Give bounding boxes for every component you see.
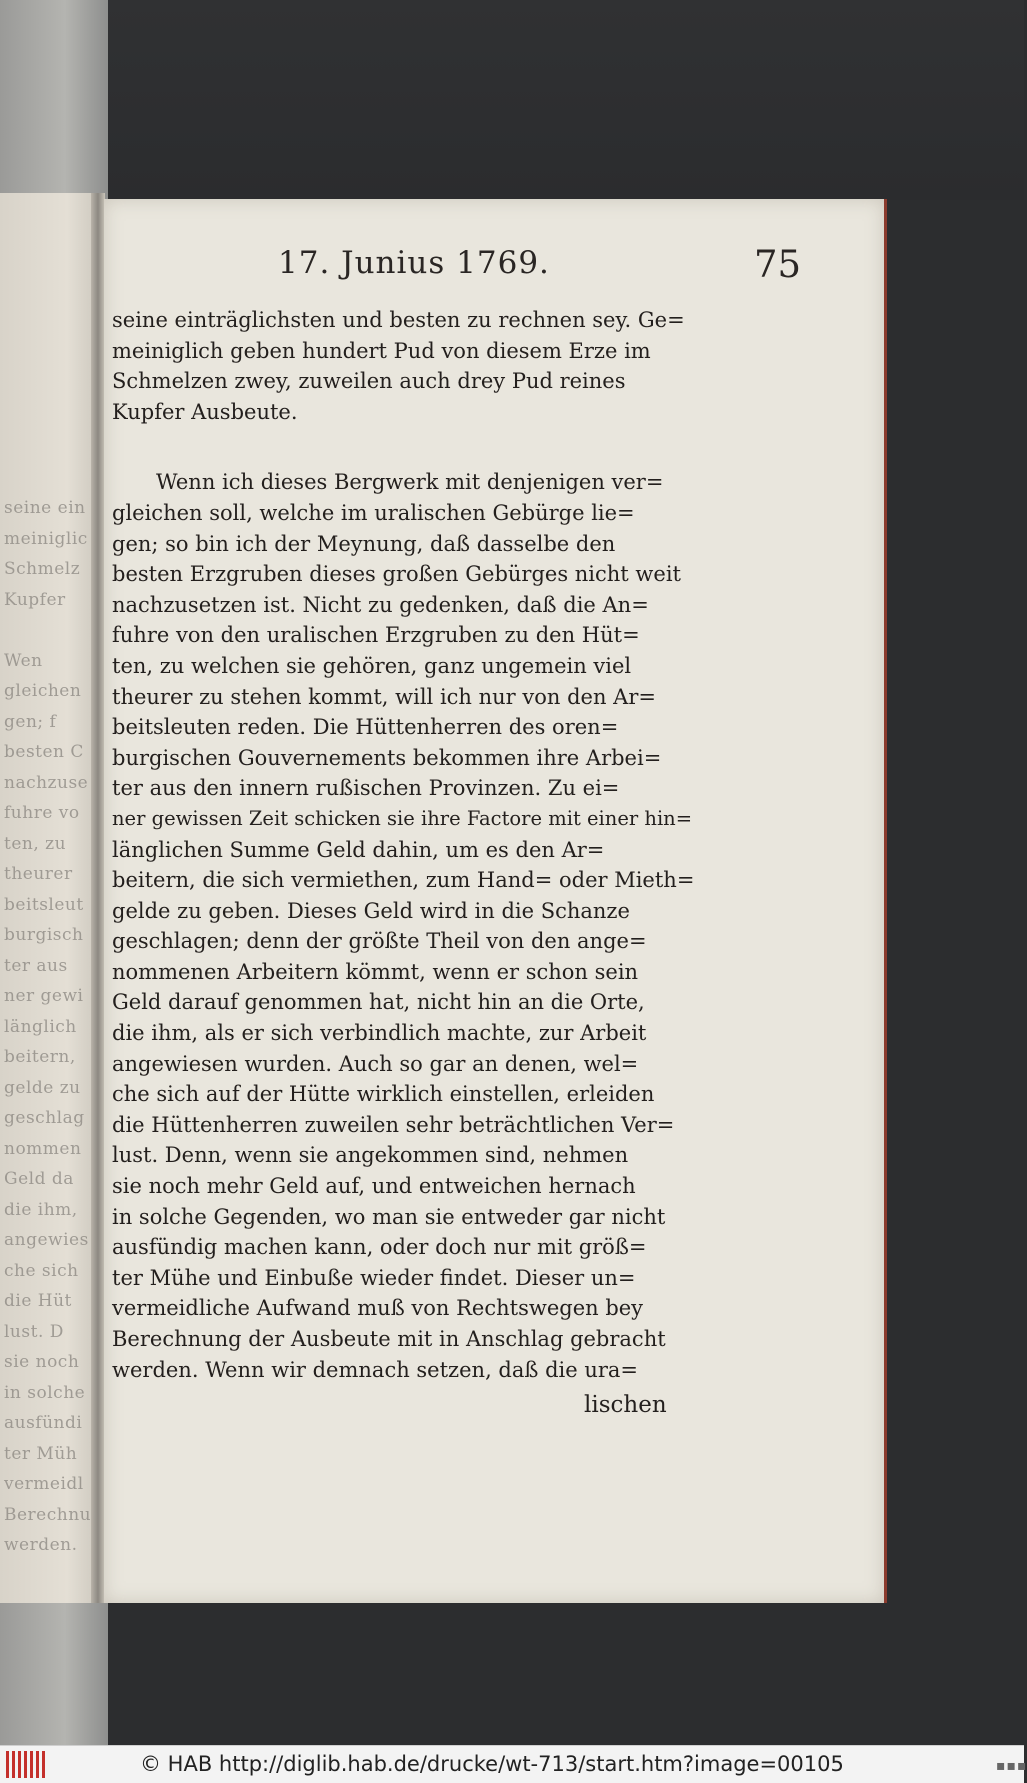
text-line: meiniglich geben hundert Pud von diesem Erze im — [112, 338, 651, 363]
text-line: Wenn ich dieses Bergwerk mit denjenigen ver= — [156, 470, 664, 495]
text-line: nachzusetzen ist. Nicht zu gedenken, daß die An= — [112, 592, 649, 617]
text-line: fuhre von den uralischen Erzgruben zu den Hüt= — [112, 623, 640, 648]
text-line: Berechnung der Ausbeute mit in Anschlag gebracht — [112, 1327, 666, 1351]
body-text — [112, 305, 695, 1385]
hab-logo-icon — [6, 1751, 46, 1778]
text-line: angewiesen wurden. Auch so gar an denen, wel= — [112, 1051, 639, 1076]
text-line: che sich auf der Hütte wirklich einstellen, erleiden — [112, 1082, 655, 1107]
paragraph-gap — [112, 427, 692, 467]
page-number: 75 — [754, 243, 802, 286]
text-line: die ihm, als er sich verbindlich machte, zur Arbeit — [112, 1021, 647, 1046]
scanner-backdrop — [0, 0, 1024, 200]
text-line: beitsleuten reden. Die Hüttenherren des oren= — [112, 715, 619, 740]
text-line: Schmelzen zwey, zuweilen auch drey Pud reines — [112, 369, 626, 394]
page-red-edge — [884, 199, 887, 1603]
text-line: ten, zu welchen sie gehören, ganz ungemein viel — [112, 653, 632, 678]
paragraph-1 — [112, 305, 692, 427]
text-line: burgischen Gouvernements bekommen ihre Arbei= — [112, 745, 662, 770]
running-head-date: 17. Junius 1769. — [278, 245, 550, 281]
text-line: ausfündig machen kann, oder doch nur mit größ= — [112, 1235, 647, 1260]
text-line: in solche Gegenden, wo man sie entweder gar nicht — [112, 1204, 666, 1229]
text-line: Kupfer Ausbeute. — [112, 399, 298, 424]
text-line: ner gewissen Zeit schicken sie ihre Factore mit einer hin= — [112, 806, 693, 830]
text-line: gleichen soll, welche im uralischen Gebürge lie= — [112, 500, 635, 525]
text-line: besten Erzgruben dieses großen Gebürges nicht weit — [112, 562, 681, 587]
text-line: beitern, die sich vermiethen, zum Hand= oder Mieth= — [112, 868, 695, 893]
text-line: theurer zu stehen kommt, will ich nur von den Ar= — [112, 684, 656, 709]
footer-bar — [0, 1745, 1027, 1783]
more-menu-icon[interactable]: ▪▪▪ — [996, 1758, 1027, 1774]
text-line: geschlagen; denn der größte Theil von den ange= — [112, 929, 647, 954]
text-line: vermeidliche Aufwand muß von Rechtswegen bey — [112, 1296, 644, 1321]
text-line: seine einträglichsten und besten zu rechnen sey. Ge= — [112, 308, 685, 332]
text-line: ter Mühe und Einbuße wieder findet. Dieser un= — [112, 1265, 636, 1290]
text-line: gelde zu geben. Dieses Geld wird in die Schanze — [112, 898, 630, 923]
text-line: ter aus den innern rußischen Provinzen. Zu ei= — [112, 776, 620, 801]
text-line: lust. Denn, wenn sie angekommen sind, nehmen — [112, 1143, 629, 1168]
footer-attribution[interactable]: © HAB http://diglib.hab.de/drucke/wt-713/start.htm?image=00105 — [140, 1752, 844, 1776]
book-gutter — [91, 193, 105, 1603]
text-line: sie noch mehr Geld auf, und entweichen hernach — [112, 1174, 636, 1199]
catchword: lischen — [584, 1392, 667, 1418]
text-line: die Hüttenherren zuweilen sehr beträchtlichen Ver= — [112, 1112, 675, 1137]
previous-page-edge — [0, 193, 96, 1603]
text-line: Geld darauf genommen hat, nicht hin an die Orte, — [112, 990, 645, 1015]
text-line: gen; so bin ich der Meynung, daß dasselbe den — [112, 531, 616, 556]
previous-page-fragments: seine ein meiniglic Schmelz Kupfer Wen gleichen gen; f besten C nachzuse fuhre vo ten, zu theurer beitsleut burgisch ter aus ner gewi länglich beitern, gelde zu geschlag nommen Geld da die ihm, angewies che sich die Hüt lust. D sie noch in solche ausfündi ter Müh vermeidl Berechnu werden. — [4, 498, 92, 1555]
text-line: werden. Wenn wir demnach setzen, daß die ura= — [112, 1357, 639, 1382]
paragraph-2 — [112, 467, 695, 1385]
text-line: nommenen Arbeitern kömmt, wenn er schon sein — [112, 959, 639, 984]
text-line: länglichen Summe Geld dahin, um es den Ar= — [112, 837, 605, 862]
book-page — [104, 199, 884, 1603]
